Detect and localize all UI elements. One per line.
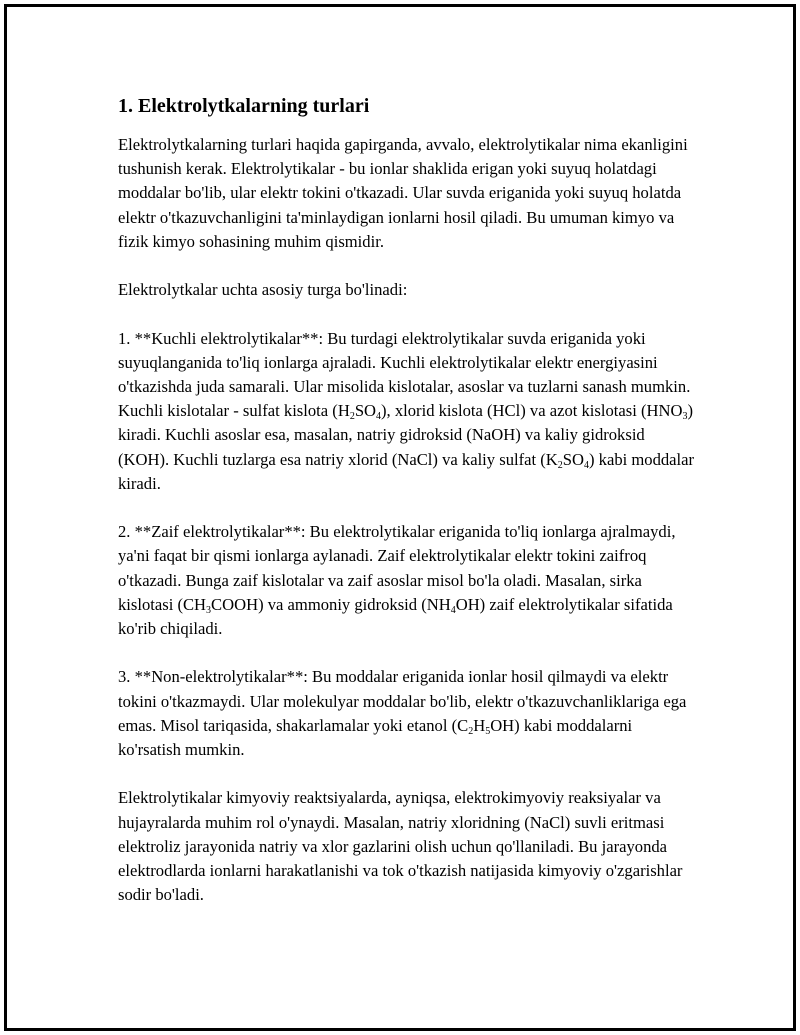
subscript: 2 <box>349 411 355 423</box>
strong-electrolytes-paragraph <box>118 327 698 496</box>
document-body <box>118 92 698 932</box>
text-run: OH) kabi moddalarni ko'rsatish mumkin. <box>118 715 633 760</box>
text-run: ), xlorid kislota (HCl) va azot kislotasi (HNO <box>381 401 683 421</box>
subscript: 3 <box>682 411 688 423</box>
subscript: 2 <box>468 725 474 737</box>
text-run: 3. **Non-elektrolytikalar**: Bu moddalar eriganida ionlar hosil qilmaydi va elektr tokini o'tkazmaydi. Ular molekulyar moddalar bo'lib, elektr o'tkazuvchanliklariga ega emas. Misol tariqasida, shakarlamalar yoki etanol (C <box>118 667 687 735</box>
text-run: ) kiradi. Kuchli asoslar esa, masalan, natriy gidroksid (NaOH) va kaliy gidroksid (KOH). Kuchli tuzlarga esa natriy xlorid (NaCl) va kaliy sulfat (K <box>118 401 693 469</box>
closing-paragraph: Elektrolytikalar kimyoviy reaktsiyalarda, ayniqsa, elektrokimyoviy reaksiyalar va hujayralarda muhim rol o'ynaydi. Masalan, natriy xloridning (NaCl) suvli eritmasi elektroliz jarayonida natriy va xlor gazlarini olish uchun qo'llaniladi. Bu jarayonda elektrodlarda ionlarni harakatlanishi va tok o'tkazish natijasida kimyoviy o'zgarishlar sodir bo'ladi. <box>118 788 683 905</box>
weak-electrolytes-paragraph <box>118 520 698 641</box>
text-run: SO <box>562 449 584 469</box>
subscript: 4 <box>450 604 456 616</box>
text-run: SO <box>354 401 377 421</box>
intro-paragraph: Elektrolytkalarning turlari haqida gapirganda, avvalo, elektrolytikalar nima ekanligini tushunish kerak. Elektrolytikalar - bu ionlar shaklida erigan yoki suyuq holatdagi moddalar bo'lib, ular elektr tokini o'tkazadi. Ular suvda eriganida yoki suyuq holatda elektr o'tkazuvchanligini ta'minlaydigan ionlarni hosil qiladi. Bu umuman kimyo va fizik kimyo sohasining muhim qismidir. <box>118 135 688 251</box>
text-run: H <box>473 715 486 735</box>
section-heading: 1. Elektrolytkalarning turlari <box>118 95 370 117</box>
subscript: 4 <box>376 411 382 423</box>
text-run: 1. **Kuchli elektrolytikalar**: Bu turdagi elektrolytikalar suvda eriganida yoki suyuqlanganida to'liq ionlarga ajraladi. Kuchli elektrolytikalar elektr energiyasini o'tkazishda juda samarali. Ular misolida kislotalar, asoslar va tuzlarni sanash mumkin. Kuchli kislotalar - sulfat kislota (H <box>118 328 691 421</box>
non-electrolytes-paragraph <box>118 665 698 762</box>
subscript: 4 <box>583 459 589 471</box>
subscript: 5 <box>485 725 491 737</box>
types-intro-paragraph: Elektrolytkalar uchta asosiy turga bo'linadi: <box>118 280 408 300</box>
subscript: 2 <box>557 459 563 471</box>
text-run: COOH) va ammoniy gidroksid (NH <box>211 594 451 614</box>
text-run: OH) zaif elektrolytikalar sifatida ko'rib chiqiladi. <box>118 594 673 639</box>
text-run: 2. **Zaif elektrolytikalar**: Bu elektrolytikalar eriganida to'liq ionlarga ajralmaydi, ya'ni faqat bir qismi ionlarga aylanadi. Zaif elektrolytikalar elektr tokini zaifroq o'tkazadi. Bunga zaif kislotalar va zaif asoslar misol bo'la oladi. Masalan, sirka kislotasi (CH <box>118 522 676 614</box>
text-run: ) kabi moddalar kiradi. <box>118 449 695 493</box>
subscript: 3 <box>206 604 212 616</box>
